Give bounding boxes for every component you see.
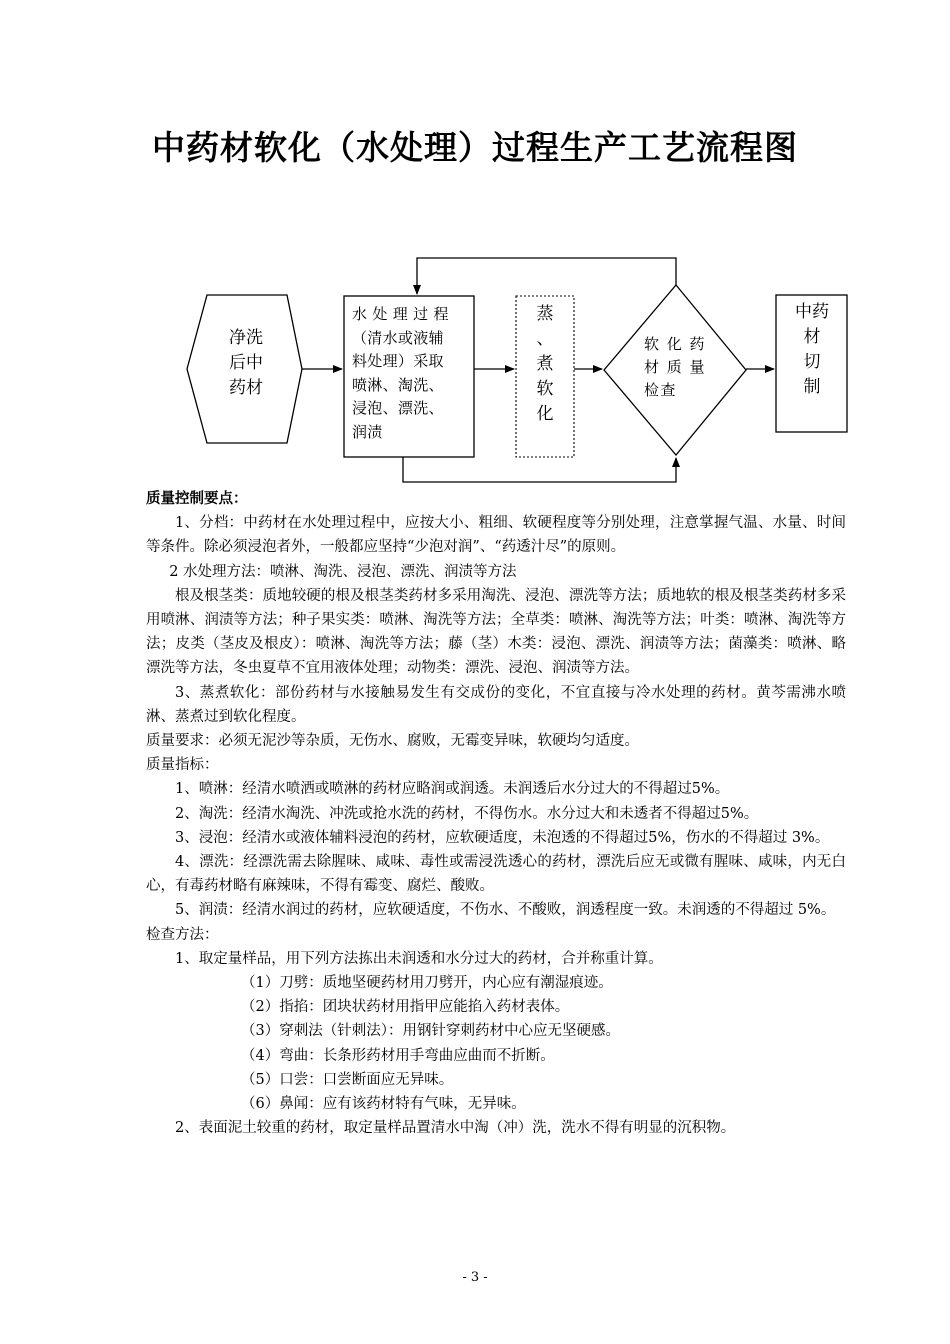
list-item: （6）鼻闻：应有该药材特有气味，无异味。 (241, 1096, 526, 1113)
paragraph: 1、分档：中药材在水处理过程中，应按大小、粗细、软硬程度等分别处理，注意掌握气温、水量、时间等条件。除必须浸泡者外，一般都应坚持“少泡对润”、“药透汁尽”的原则。 (146, 515, 846, 556)
list-item: （4）弯曲：长条形药材用手弯曲应曲而不折断。 (241, 1047, 555, 1064)
paragraph: 质量要求：必须无泥沙等杂质，无伤水、腐败，无霉变异味，软硬均匀适度。 (146, 733, 639, 750)
document-body (146, 487, 846, 1140)
page-title: 中药材软化（水处理）过程生产工艺流程图 (152, 128, 798, 167)
flow-node-hex-label: 净洗 后中 药材 (229, 328, 263, 398)
feedback-loop-top (417, 258, 676, 294)
paragraph: 根及根茎类：质地较硬的根及根茎类药材多采用淘洗、浸泡、漂洗等方法；质地软的根及根茎类药材多采用喷淋、润渍等方法；种子果实类：喷淋、淘洗等方法；全草类：喷淋、淘洗等方法；叶类：喷淋、淘洗等方法；皮类（茎皮及根皮）：喷淋、淘洗等方法；藤（茎）木类：浸泡、漂洗、润渍等方法；菌藻类：喷淋、略漂洗等方法，冬虫夏草不宜用液体处理；动物类：漂洗、浸泡、润渍等方法。 (146, 587, 846, 677)
paragraph: 2、淘洗：经清水淘洗、冲洗或抢水洗的药材，不得伤水。水分过大和未透者不得超过5%。 (175, 805, 759, 822)
paragraph: 5、润渍：经清水润过的药材，应软硬适度，不伤水、不酸败，润透程度一致。未润透的不得超过 5%。 (175, 902, 836, 919)
paragraph: 1、取定量样品，用下列方法拣出未润透和水分过大的药材，合并称重计算。 (175, 950, 663, 967)
paragraph: 2 水处理方法：喷淋、淘洗、浸泡、漂洗、润渍等方法 (169, 563, 517, 580)
section-heading: 质量控制要点： (146, 490, 248, 507)
bypass-loop-bottom (403, 457, 676, 482)
paragraph: 2、表面泥土较重的药材，取定量样品置清水中淘（冲）洗，洗水不得有明显的沉积物。 (175, 1120, 736, 1137)
flow-node-steam-label: 蒸 、 煮 软 化 (536, 304, 554, 424)
page-number: - 3 - (462, 1270, 488, 1285)
flow-node-water-label: 水 处 理 过 程 （清水或液辅 料处理）采取 喷淋、淘洗、 浸泡、漂洗、 润渍 (352, 305, 449, 441)
paragraph: 检查方法： (146, 926, 219, 943)
paragraph: 3、蒸煮软化：部份药材与水接触易发生有交成份的变化，不宜直接与冷水处理的药材。黄芩需沸水喷淋、蒸煮过到软化程度。 (146, 684, 846, 725)
list-item: （3）穿刺法（针刺法）：用钢针穿刺药材中心应无坚硬感。 (241, 1023, 620, 1040)
list-item: （1）刀劈：质地坚硬药材用刀劈开，内心应有潮湿痕迹。 (241, 975, 613, 992)
paragraph: 1、喷淋：经清水喷洒或喷淋的药材应略润或润透。未润透后水分过大的不得超过5%。 (175, 781, 730, 798)
list-item: （2）指掐：团块状药材用指甲应能掐入药材表体。 (241, 999, 570, 1016)
flow-node-cut-label: 中药 材 切 制 (795, 302, 829, 397)
list-item: （5）口尝：口尝断面应无异味。 (241, 1071, 454, 1088)
paragraph: 3、浸泡：经清水或液体辅料浸泡的药材，应软硬适度，未泡透的不得超过5%，伤水的不得超过 3%。 (175, 829, 830, 846)
flow-node-diamond-label: 软 化 药 材 质 量 检查 (644, 335, 707, 399)
paragraph: 质量指标： (146, 757, 219, 774)
flow-diagram (180, 250, 860, 500)
paragraph: 4、漂洗：经漂洗需去除腥味、咸味、毒性或需浸洗透心的药材，漂洗后应无或微有腥味、咸味，内无白心，有毒药材略有麻辣味，不得有霉变、腐烂、酸败。 (146, 854, 846, 895)
